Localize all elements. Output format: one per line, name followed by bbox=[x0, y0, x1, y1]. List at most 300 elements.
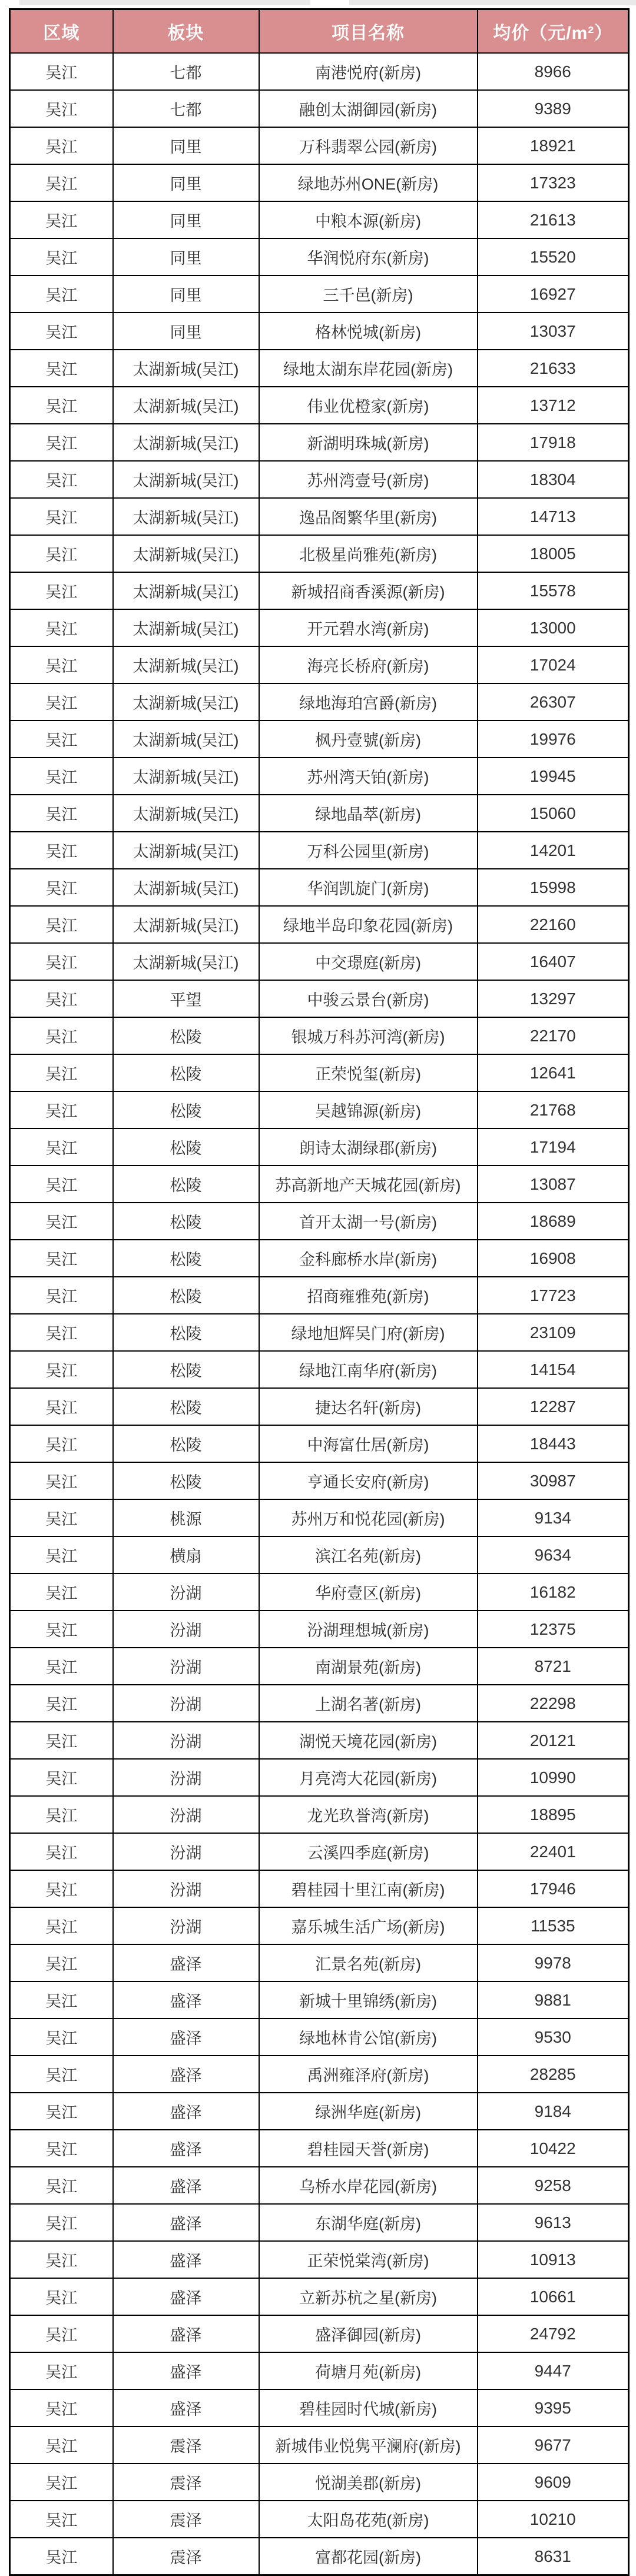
block-cell: 盛泽 bbox=[113, 2093, 259, 2130]
region-cell: 吴江 bbox=[10, 535, 113, 572]
project-cell: 悦湖美郡(新房) bbox=[259, 2464, 478, 2501]
table-row bbox=[10, 1796, 629, 1833]
price-cell: 14201 bbox=[478, 832, 629, 869]
block-cell: 盛泽 bbox=[113, 2278, 259, 2315]
table-row bbox=[10, 90, 629, 127]
region-cell: 吴江 bbox=[10, 980, 113, 1017]
header-average-price: 均价（元/m²） bbox=[478, 9, 629, 54]
project-cell: 三千邑(新房) bbox=[259, 275, 478, 313]
price-cell: 8721 bbox=[478, 1648, 629, 1685]
region-cell: 吴江 bbox=[10, 2426, 113, 2464]
project-cell: 首开太湖一号(新房) bbox=[259, 1203, 478, 1240]
project-cell: 捷达名轩(新房) bbox=[259, 1388, 478, 1425]
price-cell: 26307 bbox=[478, 683, 629, 721]
project-cell: 新城招商香溪源(新房) bbox=[259, 572, 478, 609]
table-row bbox=[10, 2167, 629, 2204]
price-cell: 19945 bbox=[478, 758, 629, 795]
price-cell: 21633 bbox=[478, 350, 629, 387]
price-cell: 24792 bbox=[478, 2315, 629, 2352]
table-row bbox=[10, 1944, 629, 1981]
project-cell: 碧桂园天誉(新房) bbox=[259, 2130, 478, 2167]
table-row bbox=[10, 2130, 629, 2167]
block-cell: 松陵 bbox=[113, 1314, 259, 1351]
table-row bbox=[10, 609, 629, 646]
price-cell: 9389 bbox=[478, 90, 629, 127]
region-cell: 吴江 bbox=[10, 2352, 113, 2389]
block-cell: 震泽 bbox=[113, 2426, 259, 2464]
region-cell: 吴江 bbox=[10, 2464, 113, 2501]
block-cell: 同里 bbox=[113, 164, 259, 201]
project-cell: 正荣悦玺(新房) bbox=[259, 1054, 478, 1091]
region-cell: 吴江 bbox=[10, 2315, 113, 2352]
block-cell: 盛泽 bbox=[113, 2241, 259, 2278]
block-cell: 同里 bbox=[113, 201, 259, 238]
region-cell: 吴江 bbox=[10, 1277, 113, 1314]
table-row bbox=[10, 127, 629, 164]
table-row bbox=[10, 1240, 629, 1277]
region-cell: 吴江 bbox=[10, 1017, 113, 1054]
price-cell: 14154 bbox=[478, 1351, 629, 1388]
table-row bbox=[10, 2056, 629, 2093]
project-cell: 融创太湖御园(新房) bbox=[259, 90, 478, 127]
table-row bbox=[10, 275, 629, 313]
table-row bbox=[10, 424, 629, 461]
block-cell: 汾湖 bbox=[113, 1722, 259, 1759]
block-cell: 同里 bbox=[113, 238, 259, 275]
header-region: 区域 bbox=[10, 9, 113, 54]
table-row bbox=[10, 646, 629, 683]
region-cell: 吴江 bbox=[10, 1314, 113, 1351]
price-cell: 17194 bbox=[478, 1128, 629, 1166]
table-row bbox=[10, 1574, 629, 1611]
project-cell: 龙光玖誉湾(新房) bbox=[259, 1796, 478, 1833]
project-cell: 逸品阁繁华里(新房) bbox=[259, 498, 478, 535]
price-cell: 18895 bbox=[478, 1796, 629, 1833]
table-row bbox=[10, 758, 629, 795]
table-row bbox=[10, 1685, 629, 1722]
project-cell: 绿地旭辉吴门府(新房) bbox=[259, 1314, 478, 1351]
project-cell: 苏州万和悦花园(新房) bbox=[259, 1499, 478, 1536]
block-cell: 桃源 bbox=[113, 1499, 259, 1536]
region-cell: 吴江 bbox=[10, 1907, 113, 1944]
block-cell: 横扇 bbox=[113, 1536, 259, 1574]
block-cell: 太湖新城(吴江) bbox=[113, 906, 259, 943]
region-cell: 吴江 bbox=[10, 164, 113, 201]
block-cell: 太湖新城(吴江) bbox=[113, 461, 259, 498]
project-cell: 碧桂园时代城(新房) bbox=[259, 2389, 478, 2426]
table-row bbox=[10, 572, 629, 609]
region-cell: 吴江 bbox=[10, 1796, 113, 1833]
block-cell: 松陵 bbox=[113, 1240, 259, 1277]
table-row bbox=[10, 721, 629, 758]
table-row bbox=[10, 1388, 629, 1425]
table-row bbox=[10, 201, 629, 238]
table-row bbox=[10, 906, 629, 943]
region-cell: 吴江 bbox=[10, 1536, 113, 1574]
block-cell: 松陵 bbox=[113, 1091, 259, 1128]
block-cell: 震泽 bbox=[113, 2501, 259, 2538]
block-cell: 太湖新城(吴江) bbox=[113, 758, 259, 795]
block-cell: 同里 bbox=[113, 313, 259, 350]
project-cell: 海亮长桥府(新房) bbox=[259, 646, 478, 683]
table-row bbox=[10, 795, 629, 832]
project-cell: 绿地晶萃(新房) bbox=[259, 795, 478, 832]
region-cell: 吴江 bbox=[10, 1203, 113, 1240]
table-row bbox=[10, 2019, 629, 2056]
block-cell: 松陵 bbox=[113, 1128, 259, 1166]
table-row bbox=[10, 164, 629, 201]
project-cell: 绿洲华庭(新房) bbox=[259, 2093, 478, 2130]
table-row bbox=[10, 2389, 629, 2426]
table-row bbox=[10, 2093, 629, 2130]
block-cell: 太湖新城(吴江) bbox=[113, 535, 259, 572]
region-cell: 吴江 bbox=[10, 721, 113, 758]
price-cell: 17723 bbox=[478, 1277, 629, 1314]
project-cell: 绿地江南华府(新房) bbox=[259, 1351, 478, 1388]
region-cell: 吴江 bbox=[10, 90, 113, 127]
project-cell: 中粮本源(新房) bbox=[259, 201, 478, 238]
block-cell: 太湖新城(吴江) bbox=[113, 943, 259, 980]
project-cell: 亨通长安府(新房) bbox=[259, 1462, 478, 1499]
block-cell: 太湖新城(吴江) bbox=[113, 609, 259, 646]
project-cell: 富都花园(新房) bbox=[259, 2538, 478, 2575]
region-cell: 吴江 bbox=[10, 2093, 113, 2130]
price-cell: 22401 bbox=[478, 1833, 629, 1870]
project-cell: 绿地海珀宫爵(新房) bbox=[259, 683, 478, 721]
region-cell: 吴江 bbox=[10, 2019, 113, 2056]
project-cell: 嘉乐城生活广场(新房) bbox=[259, 1907, 478, 1944]
table-row bbox=[10, 2278, 629, 2315]
project-cell: 万科翡翠公园(新房) bbox=[259, 127, 478, 164]
table-row bbox=[10, 1759, 629, 1796]
project-cell: 云溪四季庭(新房) bbox=[259, 1833, 478, 1870]
table-row bbox=[10, 1054, 629, 1091]
price-cell: 17918 bbox=[478, 424, 629, 461]
price-cell: 13000 bbox=[478, 609, 629, 646]
region-cell: 吴江 bbox=[10, 1388, 113, 1425]
block-cell: 盛泽 bbox=[113, 2315, 259, 2352]
price-cell: 12641 bbox=[478, 1054, 629, 1091]
block-cell: 松陵 bbox=[113, 1462, 259, 1499]
price-cell: 30987 bbox=[478, 1462, 629, 1499]
region-cell: 吴江 bbox=[10, 201, 113, 238]
project-cell: 绿地林肯公馆(新房) bbox=[259, 2019, 478, 2056]
price-cell: 13297 bbox=[478, 980, 629, 1017]
block-cell: 盛泽 bbox=[113, 2167, 259, 2204]
table-row bbox=[10, 683, 629, 721]
price-cell: 8631 bbox=[478, 2538, 629, 2575]
project-cell: 滨江名苑(新房) bbox=[259, 1536, 478, 1574]
project-cell: 苏高新地产天城花园(新房) bbox=[259, 1166, 478, 1203]
block-cell: 松陵 bbox=[113, 1388, 259, 1425]
block-cell: 汾湖 bbox=[113, 1685, 259, 1722]
block-cell: 太湖新城(吴江) bbox=[113, 869, 259, 906]
region-cell: 吴江 bbox=[10, 1685, 113, 1722]
price-cell: 9184 bbox=[478, 2093, 629, 2130]
price-cell: 22170 bbox=[478, 1017, 629, 1054]
project-cell: 正荣悦棠湾(新房) bbox=[259, 2241, 478, 2278]
project-cell: 银城万科苏河湾(新房) bbox=[259, 1017, 478, 1054]
price-cell: 8966 bbox=[478, 53, 629, 90]
table-row bbox=[10, 498, 629, 535]
project-cell: 月亮湾大花园(新房) bbox=[259, 1759, 478, 1796]
project-cell: 枫丹壹號(新房) bbox=[259, 721, 478, 758]
block-cell: 盛泽 bbox=[113, 2056, 259, 2093]
project-cell: 中骏云景台(新房) bbox=[259, 980, 478, 1017]
region-cell: 吴江 bbox=[10, 1240, 113, 1277]
project-cell: 上湖名著(新房) bbox=[259, 1685, 478, 1722]
block-cell: 平望 bbox=[113, 980, 259, 1017]
block-cell: 松陵 bbox=[113, 1166, 259, 1203]
header-block: 板块 bbox=[113, 9, 259, 54]
project-cell: 湖悦天境花园(新房) bbox=[259, 1722, 478, 1759]
region-cell: 吴江 bbox=[10, 2167, 113, 2204]
table-row bbox=[10, 387, 629, 424]
block-cell: 盛泽 bbox=[113, 2204, 259, 2241]
region-cell: 吴江 bbox=[10, 1722, 113, 1759]
price-cell: 10422 bbox=[478, 2130, 629, 2167]
project-cell: 碧桂园十里江南(新房) bbox=[259, 1870, 478, 1907]
price-cell: 13087 bbox=[478, 1166, 629, 1203]
price-cell: 18689 bbox=[478, 1203, 629, 1240]
table-row bbox=[10, 1611, 629, 1648]
block-cell: 汾湖 bbox=[113, 1648, 259, 1685]
project-cell: 立新苏杭之星(新房) bbox=[259, 2278, 478, 2315]
project-cell: 中交璟庭(新房) bbox=[259, 943, 478, 980]
region-cell: 吴江 bbox=[10, 238, 113, 275]
price-cell: 18304 bbox=[478, 461, 629, 498]
project-cell: 太阳岛花苑(新房) bbox=[259, 2501, 478, 2538]
table-row bbox=[10, 2501, 629, 2538]
project-cell: 开元碧水湾(新房) bbox=[259, 609, 478, 646]
project-cell: 新城伟业悦隽平澜府(新房) bbox=[259, 2426, 478, 2464]
table-row bbox=[10, 980, 629, 1017]
price-cell: 14713 bbox=[478, 498, 629, 535]
block-cell: 太湖新城(吴江) bbox=[113, 387, 259, 424]
price-cell: 22298 bbox=[478, 1685, 629, 1722]
region-cell: 吴江 bbox=[10, 1499, 113, 1536]
price-cell: 9530 bbox=[478, 2019, 629, 2056]
table-row bbox=[10, 2241, 629, 2278]
project-cell: 格林悦城(新房) bbox=[259, 313, 478, 350]
table-row bbox=[10, 943, 629, 980]
price-cell: 9677 bbox=[478, 2426, 629, 2464]
price-cell: 17946 bbox=[478, 1870, 629, 1907]
table-row bbox=[10, 461, 629, 498]
project-cell: 绿地太湖东岸花园(新房) bbox=[259, 350, 478, 387]
price-cell: 9258 bbox=[478, 2167, 629, 2204]
region-cell: 吴江 bbox=[10, 943, 113, 980]
region-cell: 吴江 bbox=[10, 869, 113, 906]
price-cell: 11535 bbox=[478, 1907, 629, 1944]
project-cell: 盛泽御园(新房) bbox=[259, 2315, 478, 2352]
table-row bbox=[10, 832, 629, 869]
region-cell: 吴江 bbox=[10, 2056, 113, 2093]
price-cell: 18443 bbox=[478, 1425, 629, 1462]
project-cell: 东湖华庭(新房) bbox=[259, 2204, 478, 2241]
table-row bbox=[10, 2538, 629, 2575]
table-header bbox=[10, 9, 629, 54]
region-cell: 吴江 bbox=[10, 646, 113, 683]
block-cell: 七都 bbox=[113, 53, 259, 90]
project-cell: 绿地苏州ONE(新房) bbox=[259, 164, 478, 201]
price-cell: 18005 bbox=[478, 535, 629, 572]
region-cell: 吴江 bbox=[10, 1944, 113, 1981]
region-cell: 吴江 bbox=[10, 2130, 113, 2167]
region-cell: 吴江 bbox=[10, 572, 113, 609]
price-cell: 9881 bbox=[478, 1981, 629, 2019]
project-cell: 汾湖理想城(新房) bbox=[259, 1611, 478, 1648]
region-cell: 吴江 bbox=[10, 2278, 113, 2315]
project-cell: 禹洲雍泽府(新房) bbox=[259, 2056, 478, 2093]
block-cell: 松陵 bbox=[113, 1425, 259, 1462]
project-cell: 苏州湾壹号(新房) bbox=[259, 461, 478, 498]
table-row bbox=[10, 1536, 629, 1574]
price-cell: 20121 bbox=[478, 1722, 629, 1759]
region-cell: 吴江 bbox=[10, 1759, 113, 1796]
region-cell: 吴江 bbox=[10, 906, 113, 943]
region-cell: 吴江 bbox=[10, 350, 113, 387]
price-cell: 10990 bbox=[478, 1759, 629, 1796]
block-cell: 松陵 bbox=[113, 1277, 259, 1314]
price-cell: 23109 bbox=[478, 1314, 629, 1351]
table-row bbox=[10, 313, 629, 350]
block-cell: 震泽 bbox=[113, 2538, 259, 2575]
block-cell: 震泽 bbox=[113, 2464, 259, 2501]
block-cell: 汾湖 bbox=[113, 1833, 259, 1870]
block-cell: 太湖新城(吴江) bbox=[113, 424, 259, 461]
region-cell: 吴江 bbox=[10, 1648, 113, 1685]
project-cell: 新城十里锦绣(新房) bbox=[259, 1981, 478, 2019]
table-row bbox=[10, 1425, 629, 1462]
region-cell: 吴江 bbox=[10, 2501, 113, 2538]
region-cell: 吴江 bbox=[10, 795, 113, 832]
region-cell: 吴江 bbox=[10, 758, 113, 795]
table-row bbox=[10, 2315, 629, 2352]
price-cell: 15578 bbox=[478, 572, 629, 609]
price-cell: 22160 bbox=[478, 906, 629, 943]
project-cell: 新湖明珠城(新房) bbox=[259, 424, 478, 461]
table-row bbox=[10, 1462, 629, 1499]
table-row bbox=[10, 1981, 629, 2019]
block-cell: 太湖新城(吴江) bbox=[113, 832, 259, 869]
table-row bbox=[10, 238, 629, 275]
region-cell: 吴江 bbox=[10, 275, 113, 313]
block-cell: 盛泽 bbox=[113, 2352, 259, 2389]
price-table-container bbox=[9, 8, 630, 2576]
price-cell: 12375 bbox=[478, 1611, 629, 1648]
table-row bbox=[10, 1128, 629, 1166]
table-row bbox=[10, 350, 629, 387]
table-row bbox=[10, 1277, 629, 1314]
block-cell: 太湖新城(吴江) bbox=[113, 350, 259, 387]
region-cell: 吴江 bbox=[10, 1870, 113, 1907]
price-cell: 9978 bbox=[478, 1944, 629, 1981]
price-cell: 10913 bbox=[478, 2241, 629, 2278]
region-cell: 吴江 bbox=[10, 387, 113, 424]
price-cell: 13712 bbox=[478, 387, 629, 424]
region-cell: 吴江 bbox=[10, 1351, 113, 1388]
table-row bbox=[10, 1722, 629, 1759]
table-row bbox=[10, 2426, 629, 2464]
table-row bbox=[10, 1166, 629, 1203]
block-cell: 盛泽 bbox=[113, 2389, 259, 2426]
table-row bbox=[10, 1203, 629, 1240]
table-row bbox=[10, 2464, 629, 2501]
block-cell: 太湖新城(吴江) bbox=[113, 683, 259, 721]
price-cell: 19976 bbox=[478, 721, 629, 758]
price-cell: 17323 bbox=[478, 164, 629, 201]
price-cell: 15060 bbox=[478, 795, 629, 832]
block-cell: 盛泽 bbox=[113, 1981, 259, 2019]
price-table bbox=[9, 8, 630, 2576]
region-cell: 吴江 bbox=[10, 461, 113, 498]
region-cell: 吴江 bbox=[10, 2389, 113, 2426]
project-cell: 吴越锦源(新房) bbox=[259, 1091, 478, 1128]
block-cell: 太湖新城(吴江) bbox=[113, 721, 259, 758]
block-cell: 七都 bbox=[113, 90, 259, 127]
price-cell: 10210 bbox=[478, 2501, 629, 2538]
block-cell: 盛泽 bbox=[113, 2019, 259, 2056]
price-cell: 21613 bbox=[478, 201, 629, 238]
price-cell: 16407 bbox=[478, 943, 629, 980]
table-row bbox=[10, 53, 629, 90]
project-cell: 北极星尚雅苑(新房) bbox=[259, 535, 478, 572]
table-row bbox=[10, 1870, 629, 1907]
price-cell: 9613 bbox=[478, 2204, 629, 2241]
block-cell: 汾湖 bbox=[113, 1759, 259, 1796]
table-row bbox=[10, 1833, 629, 1870]
project-cell: 南湖景苑(新房) bbox=[259, 1648, 478, 1685]
project-cell: 绿地半岛印象花园(新房) bbox=[259, 906, 478, 943]
region-cell: 吴江 bbox=[10, 1611, 113, 1648]
price-cell: 15998 bbox=[478, 869, 629, 906]
table-row bbox=[10, 869, 629, 906]
project-cell: 苏州湾天铂(新房) bbox=[259, 758, 478, 795]
price-cell: 18921 bbox=[478, 127, 629, 164]
region-cell: 吴江 bbox=[10, 1166, 113, 1203]
block-cell: 同里 bbox=[113, 127, 259, 164]
project-cell: 荷塘月苑(新房) bbox=[259, 2352, 478, 2389]
top-strip-left bbox=[19, 0, 310, 5]
price-cell: 10661 bbox=[478, 2278, 629, 2315]
header-project-name: 项目名称 bbox=[259, 9, 478, 54]
project-cell: 中海富仕居(新房) bbox=[259, 1425, 478, 1462]
price-cell: 21768 bbox=[478, 1091, 629, 1128]
table-row bbox=[10, 2204, 629, 2241]
project-cell: 华润悦府东(新房) bbox=[259, 238, 478, 275]
block-cell: 太湖新城(吴江) bbox=[113, 646, 259, 683]
price-cell: 16908 bbox=[478, 1240, 629, 1277]
region-cell: 吴江 bbox=[10, 1981, 113, 2019]
region-cell: 吴江 bbox=[10, 1833, 113, 1870]
table-row bbox=[10, 1907, 629, 1944]
table-body bbox=[10, 53, 629, 2575]
table-row bbox=[10, 1351, 629, 1388]
region-cell: 吴江 bbox=[10, 1574, 113, 1611]
region-cell: 吴江 bbox=[10, 498, 113, 535]
region-cell: 吴江 bbox=[10, 683, 113, 721]
block-cell: 汾湖 bbox=[113, 1611, 259, 1648]
block-cell: 太湖新城(吴江) bbox=[113, 572, 259, 609]
region-cell: 吴江 bbox=[10, 127, 113, 164]
block-cell: 汾湖 bbox=[113, 1796, 259, 1833]
region-cell: 吴江 bbox=[10, 1462, 113, 1499]
block-cell: 松陵 bbox=[113, 1017, 259, 1054]
block-cell: 汾湖 bbox=[113, 1574, 259, 1611]
block-cell: 汾湖 bbox=[113, 1870, 259, 1907]
block-cell: 汾湖 bbox=[113, 1907, 259, 1944]
